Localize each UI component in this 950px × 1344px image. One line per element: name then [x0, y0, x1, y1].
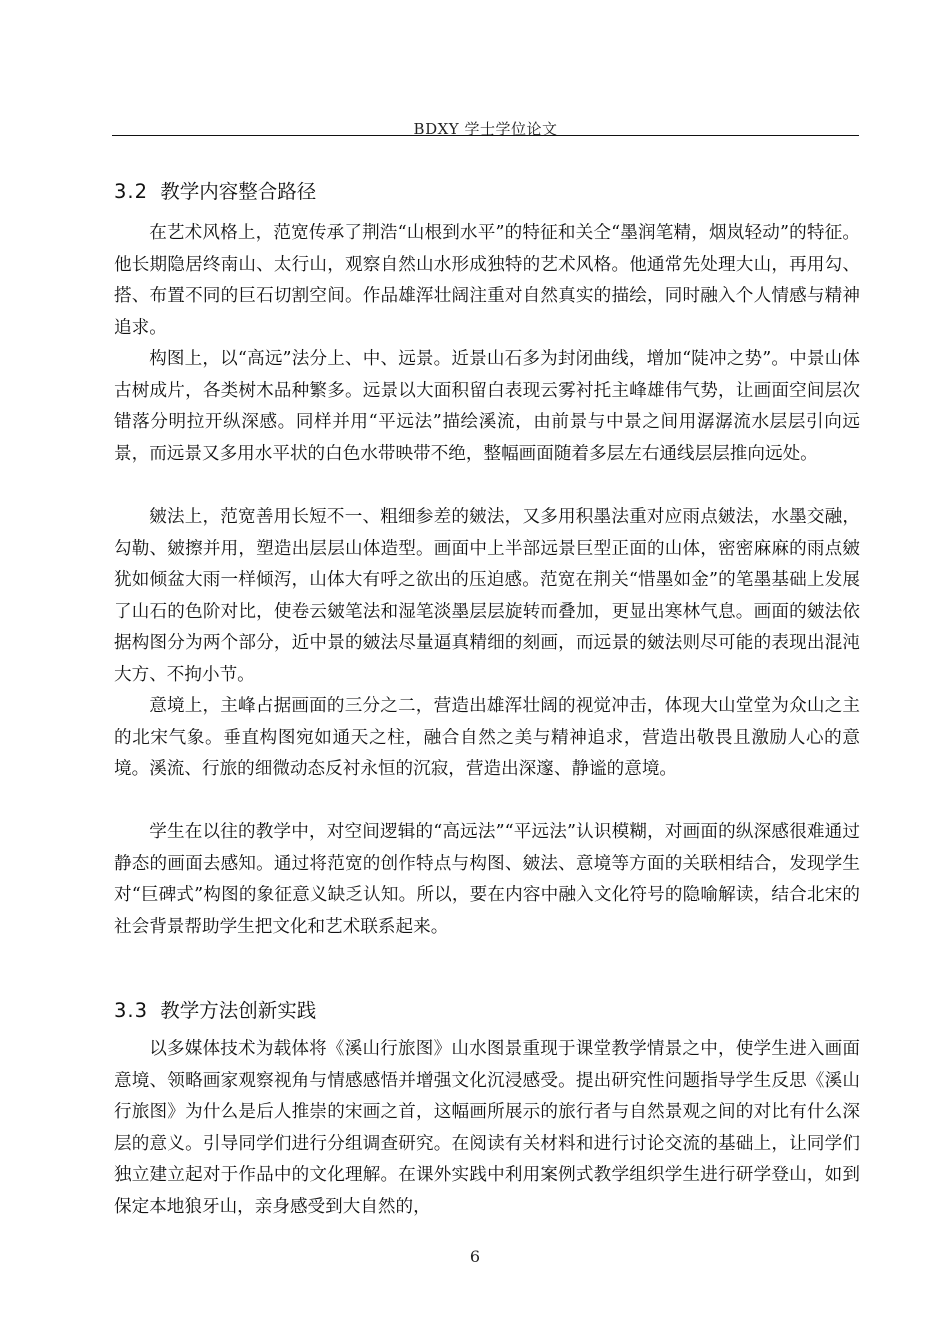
paragraph: 意境上，主峰占据画面的三分之二，营造出雄浑壮阔的视觉冲击，体现大山堂堂为众山之主的北宋气象。垂直构图宛如通天之柱，融合自然之美与精神追求，营造出敬畏且激励人心的意境。溪流、行旅的细微动态反衬永恒的沉寂，营造出深邃、静谧的意境。 [114, 696, 860, 780]
paragraph: 学生在以往的教学中，对空间逻辑的“高远法”“平远法”认识模糊，对画面的纵深感很难通过静态的画面去感知。通过将范宽的创作特点与构图、皴法、意境等方面的关联相结合，发现学生对“巨碑式”构图的象征意义缺乏认知。所以，要在内容中融入文化符号的隐喻解读，结合北宋的社会背景帮助学生把文化和艺术联系起来。 [114, 822, 860, 937]
section-title: 教学方法创新实践 [160, 999, 317, 1022]
paragraph: 在艺术风格上，范宽传承了荆浩“山根到水平”的特征和关仝“墨润笔精，烟岚轻动”的特征。他长期隐居终南山、太行山，观察自然山水形成独特的艺术风格。他通常先处理大山，再用勾、搭、布置不同的巨石切割空间。作品雄浑壮阔注重对自然真实的描绘，同时融入个人情感与精神追求。 [114, 223, 860, 338]
running-header: BDXY 学士学位论文 [413, 120, 558, 138]
section-number: 3.3 [114, 999, 149, 1022]
paragraph: 以多媒体技术为载体将《溪山行旅图》山水图景重现于课堂教学情景之中，使学生进入画面意境、领略画家观察视角与情感感悟并增强文化沉浸感受。提出研究性问题指导学生反思《溪山行旅图》为什么是后人推崇的宋画之首，这幅画所展示的旅行者与自然景观之间的对比有什么深层的意义。引导同学们进行分组调查研究。在阅读有关材料和进行讨论交流的基础上，让同学们独立建立起对于作品中的文化理解。在课外实践中利用案例式教学组织学生进行研学登山，如到保定本地狼牙山，亲身感受到大自然的， [114, 1039, 860, 1217]
page-number: 6 [469, 1247, 481, 1266]
section-heading-3-3 [114, 995, 316, 1023]
section-heading-3-2 [114, 176, 316, 204]
paragraph: 构图上，以“高远”法分上、中、远景。近景山石多为封闭曲线，增加“陡冲之势”。中景山体古树成片，各类树木品种繁多。远景以大面积留白表现云雾衬托主峰雄伟气势，让画面空间层次错落分明拉开纵深感。同样并用“平远法”描绘溪流，由前景与中景之间用潺潺流水层层引向远景，而远景又多用水平状的白色水带映带不绝，整幅画面随着多层左右通线层层推向远处。 [114, 349, 860, 464]
section-title: 教学内容整合路径 [160, 180, 317, 203]
section-number: 3.2 [114, 180, 149, 203]
header-rule [112, 135, 859, 136]
paragraph: 皴法上，范宽善用长短不一、粗细参差的皴法，又多用积墨法重对应雨点皴法，水墨交融，勾勒、皴擦并用，塑造出层层山体造型。画面中上半部远景巨型正面的山体，密密麻麻的雨点皴犹如倾盆大雨一样倾泻，山体大有呼之欲出的压迫感。范宽在荆关“惜墨如金”的笔墨基础上发展了山石的色阶对比，使卷云皴笔法和湿笔淡墨层层旋转而叠加，更显出寒林气息。画面的皴法依据构图分为两个部分，近中景的皴法尽量逼真精细的刻画，而远景的皴法则尽可能的表现出混沌大方、不拘小节。 [114, 507, 860, 685]
